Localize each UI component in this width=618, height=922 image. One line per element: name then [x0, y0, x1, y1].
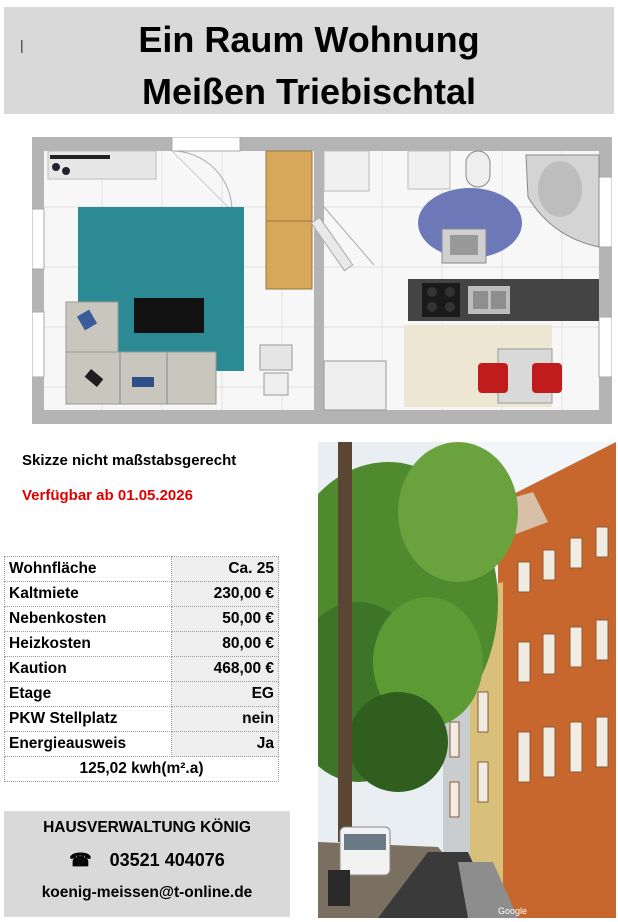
fact-label: Energieausweis — [5, 732, 172, 757]
stove — [422, 283, 460, 317]
fact-value: 468,00 € — [172, 657, 279, 682]
availability-text: Verfügbar ab 01.05.2026 — [22, 487, 193, 504]
inner-wall — [314, 151, 324, 271]
company-name: HAUSVERWALTUNG KÖNIG — [43, 819, 251, 836]
window-right-1 — [599, 177, 612, 247]
window-left-2 — [32, 312, 44, 377]
street-photo — [318, 442, 616, 918]
fact-value: Ca. 25 — [172, 557, 279, 582]
table-row — [5, 632, 279, 657]
fact-label: Nebenkosten — [5, 607, 172, 632]
entrance-door-gap — [172, 137, 240, 151]
phone-number[interactable]: 03521 404076 — [109, 850, 225, 870]
email-address[interactable]: koenig-meissen@t-online.de — [41, 884, 253, 901]
cabinet — [324, 361, 386, 410]
table-row — [5, 682, 279, 707]
trash-bin — [328, 870, 350, 906]
fact-value: 50,00 € — [172, 607, 279, 632]
table-row — [5, 757, 279, 782]
bath-shelf — [324, 151, 369, 191]
tree-trunk — [338, 442, 352, 842]
window-left-1 — [32, 209, 44, 269]
table-row — [5, 732, 279, 757]
table-row — [5, 557, 279, 582]
fact-label: Kaution — [5, 657, 172, 682]
fact-value: Ja — [172, 732, 279, 757]
phone-line — [4, 850, 290, 871]
heater-unit — [260, 345, 292, 370]
google-watermark: Google — [498, 906, 528, 916]
wardrobe — [266, 151, 312, 289]
table-row — [5, 707, 279, 732]
contact-box — [4, 811, 290, 917]
fact-label: PKW Stellplatz — [5, 707, 172, 732]
fact-label: Heizkosten — [5, 632, 172, 657]
floorplan-note: Skizze nicht maßstabsgerecht — [22, 452, 237, 469]
table-row — [5, 582, 279, 607]
title-line-2: Meißen Triebischtal — [141, 71, 477, 112]
table-row — [5, 607, 279, 632]
energy-value: 125,02 kwh(m².a) — [5, 757, 279, 782]
fact-value: 230,00 € — [172, 582, 279, 607]
fact-label: Kaltmiete — [5, 582, 172, 607]
toilet — [466, 151, 490, 187]
table-row — [5, 657, 279, 682]
chair-right — [532, 363, 562, 393]
title-line-1: Ein Raum Wohnung — [138, 19, 480, 60]
facts-table — [4, 556, 279, 782]
fact-value: EG — [172, 682, 279, 707]
title-banner — [4, 7, 614, 114]
chair-left — [478, 363, 508, 393]
tv — [134, 298, 204, 333]
fact-label: Etage — [5, 682, 172, 707]
floor-plan — [32, 137, 612, 424]
window-right-2 — [599, 317, 612, 377]
fact-value: nein — [172, 707, 279, 732]
fact-label: Wohnfläche — [5, 557, 172, 582]
text-cursor-mark: | — [20, 37, 24, 53]
telephone-icon: ☎ — [69, 850, 92, 870]
fact-value: 80,00 € — [172, 632, 279, 657]
